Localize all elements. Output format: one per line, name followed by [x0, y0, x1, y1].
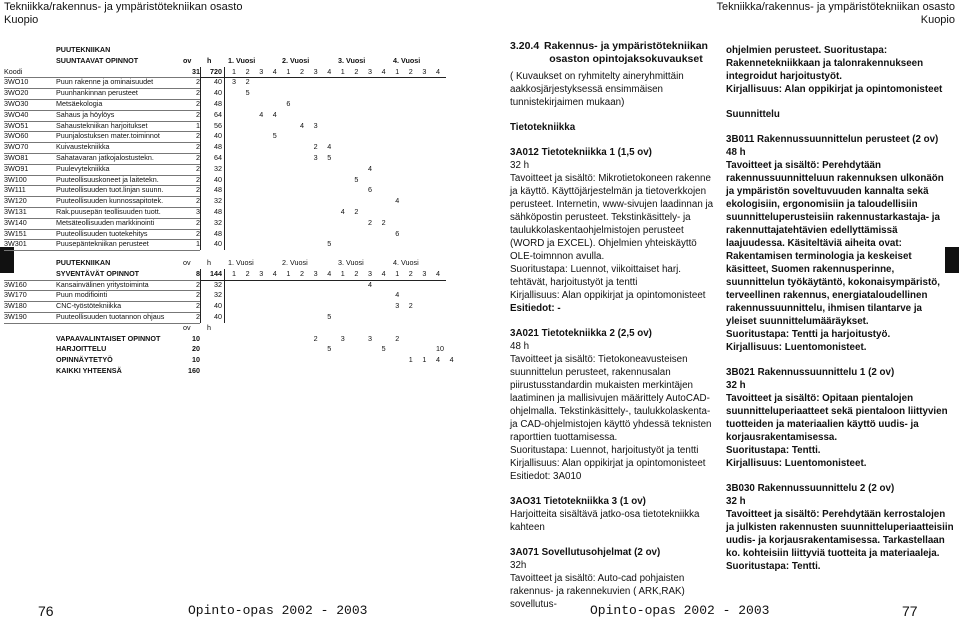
course-name: Puuteollisuuden tuotannon ohjaus [56, 311, 165, 321]
description-paragraph: 48 h [510, 341, 530, 352]
period-header-15: 3 [422, 66, 427, 76]
course-code: 3W131 [4, 206, 27, 216]
period-hours: 2 [408, 301, 413, 311]
description-paragraph: Kirjallisuus: Luentomonisteet. [726, 458, 867, 469]
description-paragraph: 3B011 Rakennussuunnittelun perusteet (2 ov) [726, 134, 939, 145]
course-hours: 40 [214, 301, 222, 311]
right-page-number: 77 [902, 603, 918, 619]
period-header-14: 2 [408, 66, 413, 76]
row-rule [4, 164, 200, 165]
description-paragraph: 3A021 Tietotekniikka 2 (2,5 ov) [510, 328, 652, 339]
course-ov: 2 [196, 131, 200, 141]
right-header-line1: Tekniikka/rakennus- ja ympäristötekniikan osasto [716, 1, 955, 13]
row-rule [4, 323, 200, 324]
row-rule [4, 229, 200, 230]
table2-year1: 1. Vuosi [228, 258, 254, 267]
table2-title2: SYVENTÄVÄT OPINNOT [56, 268, 140, 278]
period-header-3: 3 [259, 268, 264, 278]
period-header-13: 1 [395, 66, 400, 76]
period-hours: 2 [313, 142, 318, 152]
period-header-5: 1 [286, 268, 291, 278]
description-column-left [510, 70, 715, 611]
period-hours: 3 [313, 152, 318, 162]
section-title: Rakennus- ja ympäristötekniikan osaston opintojaksokuvaukset [544, 40, 708, 65]
period-hours: 4 [259, 109, 264, 119]
period-header-6: 2 [300, 66, 304, 76]
description-paragraph: Suoritustapa: Luennot, harjoitustyöt ja tentti [510, 445, 699, 456]
course-name: Puuteollisuuden tuot.linjan suunn. [56, 185, 164, 195]
summary-name: KAIKKI YHTEENSÄ [56, 365, 122, 375]
description-paragraph: ( Kuvaukset on ryhmitelty aineryhmittäin aakkosjärjestyksessä ensimmäisen tunnistekirjaimen mukaan) [510, 71, 684, 108]
course-name: CNC-työstötekniikka [56, 301, 122, 311]
period-hours: 2 [313, 333, 318, 343]
table1-koodi-label: Koodi [4, 66, 23, 76]
course-name: Puunjalostuksen mater.toiminnot [56, 131, 160, 141]
period-header-12: 4 [381, 268, 386, 278]
period-header-7: 3 [313, 66, 318, 76]
table2-year4: 4. Vuosi [393, 258, 419, 267]
course-hours: 40 [214, 311, 222, 321]
section-number: 3.20.4 [510, 40, 540, 52]
course-hours: 40 [214, 174, 222, 184]
period-hours: 5 [327, 344, 332, 354]
course-hours: 32 [214, 196, 222, 206]
period-hours: 5 [381, 344, 386, 354]
period-header-13: 1 [395, 268, 400, 278]
course-name: Sahatavaran jatkojalostustekn. [56, 152, 154, 162]
course-code: 3WO70 [4, 142, 29, 152]
description-paragraph: Suoritustapa: Luennot, viikoittaiset harj. tehtävät, harjoitustyöt ja tentti [510, 264, 682, 288]
description-paragraph: Kirjallisuus: Alan oppikirjat ja opintomonisteet [726, 84, 943, 95]
summary-ov: 10 [192, 333, 200, 343]
period-header-2: 2 [245, 66, 250, 76]
course-ov: 2 [196, 142, 200, 152]
period-header-1: 1 [232, 268, 236, 278]
description-paragraph: Suoritustapa: Tentti ja harjoitustyö. [726, 329, 891, 340]
description-paragraph: Suunnittelu [726, 109, 780, 120]
right-header-line2: Kuopio [920, 13, 955, 26]
table1-year4: 4. Vuosi [393, 55, 421, 65]
table1-title2: SUUNTAAVAT OPINNOT [56, 55, 139, 65]
description-paragraph: 3A012 Tietotekniikka 1 (1,5 ov) [510, 147, 652, 158]
course-code: 3W170 [4, 290, 27, 300]
period-hours: 4 [436, 355, 440, 365]
course-name: Puun modifiointi [56, 290, 108, 300]
course-hours: 64 [214, 109, 222, 119]
period-header-12: 4 [381, 66, 386, 76]
row-rule [4, 218, 200, 219]
table2-year3: 3. Vuosi [338, 258, 364, 267]
summary-ov: 20 [192, 344, 200, 354]
course-ov: 3 [196, 206, 200, 216]
table1-col-h: h [207, 55, 212, 65]
description-paragraph: ohjelmien perusteet. Suoritustapa: Rakennetekniikkaan ja talonrakennukseen integroidut harjoitustyöt. [726, 45, 924, 82]
row-rule [4, 280, 200, 281]
description-paragraph: 3A071 Sovellutusohjelmat (2 ov) [510, 547, 661, 558]
description-paragraph: 32 h [510, 160, 530, 171]
period-header-9: 1 [340, 268, 345, 278]
course-hours: 48 [214, 142, 222, 152]
period-hours: 4 [368, 163, 372, 173]
description-paragraph: 48 h [726, 147, 746, 158]
course-hours: 40 [214, 131, 222, 141]
table2-col-ov: ov [183, 258, 191, 267]
period-hours: 5 [327, 239, 332, 249]
description-paragraph: Kirjallisuus: Alan oppikirjat ja opintomonisteet [510, 290, 706, 301]
period-hours: 3 [232, 77, 236, 87]
row-rule [4, 175, 200, 176]
column-rule [200, 67, 201, 251]
course-name: Rak.puusepän teollisuuden tuott. [56, 206, 161, 216]
table1-total-h: 720 [210, 66, 222, 76]
course-code: 3W190 [4, 311, 27, 321]
description-paragraph: Tavoitteet ja sisältö: Perehdytään kerrostalojen ja julkisten rakennusten suunnitteluperiaatteisiin uudis- ja korjausrakentamisessa. Tarkastellaan ko. kohteisiin liittyviä tuotteita ja materiaaleja. [726, 509, 954, 559]
course-code: 3W140 [4, 217, 27, 227]
table2-total-ov: 8 [196, 268, 200, 278]
period-header-16: 4 [436, 268, 440, 278]
right-footer-text: Opinto-opas 2002 - 2003 [590, 603, 770, 618]
description-paragraph: 32h [510, 560, 527, 571]
period-hours: 2 [245, 77, 250, 87]
column-rule [224, 67, 225, 251]
course-code: 3WO81 [4, 152, 29, 162]
course-hours: 48 [214, 206, 222, 216]
summary-name: VAPAAVALINTAISET OPINNOT [56, 333, 161, 343]
period-hours: 3 [313, 120, 318, 130]
description-paragraph: 32 h [726, 496, 746, 507]
period-hours: 5 [327, 152, 332, 162]
period-hours: 4 [300, 120, 304, 130]
period-header-1: 1 [232, 66, 236, 76]
course-name: Sahaustekniikan harjoitukset [56, 120, 148, 130]
course-hours: 32 [214, 279, 222, 289]
summary-col-ov: ov [183, 322, 191, 332]
table1-year3: 3. Vuosi [338, 55, 366, 65]
description-paragraph: 3B021 Rakennussuunnittelu 1 (2 ov) [726, 367, 895, 378]
course-code: 3WO60 [4, 131, 29, 141]
course-ov: 2 [196, 174, 200, 184]
row-rule [4, 196, 200, 197]
period-header-4: 4 [272, 66, 277, 76]
table1-title1: PUUTEKNIIKAN [56, 45, 111, 54]
period-hours: 4 [395, 196, 400, 206]
course-name: Sahaus ja höylöys [56, 109, 115, 119]
description-paragraph: Esitiedot: - [510, 303, 561, 314]
course-ov: 2 [196, 163, 200, 173]
row-rule [4, 77, 200, 78]
course-ov: 2 [196, 109, 200, 119]
row-rule [4, 207, 200, 208]
description-paragraph: Esitiedot: 3A010 [510, 471, 582, 482]
period-header-16: 4 [436, 66, 440, 76]
row-rule [4, 142, 200, 143]
course-ov: 2 [196, 77, 200, 87]
left-header-line1: Tekniikka/rakennus- ja ympäristötekniikan osasto [4, 1, 243, 13]
course-name: Puusepäntekniikan perusteet [56, 239, 149, 249]
period-hours: 10 [436, 344, 444, 354]
period-header-11: 3 [368, 268, 372, 278]
left-page-number: 76 [38, 603, 54, 619]
course-code: 3WO40 [4, 109, 29, 119]
course-ov: 1 [196, 120, 200, 130]
row-rule [4, 153, 200, 154]
course-ov: 2 [196, 301, 200, 311]
course-ov: 2 [196, 290, 200, 300]
period-header-5: 1 [286, 66, 291, 76]
table2-year2: 2. Vuosi [282, 258, 308, 267]
course-hours: 48 [214, 228, 222, 238]
course-hours: 40 [214, 77, 222, 87]
left-page-header [4, 1, 242, 26]
right-page-header [717, 1, 955, 26]
course-code: 3W151 [4, 228, 27, 238]
course-code: 3WO51 [4, 120, 29, 130]
period-header-6: 2 [300, 268, 304, 278]
column-rule [200, 269, 201, 323]
row-rule [4, 290, 200, 291]
period-header-4: 4 [272, 268, 277, 278]
course-ov: 2 [196, 185, 200, 195]
course-ov: 1 [196, 239, 200, 249]
course-ov: 2 [196, 88, 200, 98]
period-header-9: 1 [340, 66, 345, 76]
period-header-10: 2 [354, 268, 359, 278]
period-header-7: 3 [313, 268, 318, 278]
period-header-2: 2 [245, 268, 250, 278]
table2-title1: PUUTEKNIIKAN [56, 258, 111, 267]
period-hours: 4 [327, 142, 332, 152]
course-hours: 56 [214, 120, 222, 130]
summary-ov: 10 [192, 355, 200, 365]
table2-total-h: 144 [210, 268, 222, 278]
period-header-14: 2 [408, 268, 413, 278]
period-header-11: 3 [368, 66, 372, 76]
period-hours: 6 [286, 98, 291, 108]
table1-year2: 2. Vuosi [282, 55, 310, 65]
period-hours: 2 [354, 206, 359, 216]
table1-total-ov: 31 [192, 66, 200, 76]
period-hours: 2 [381, 217, 386, 227]
period-hours: 4 [395, 290, 400, 300]
summary-name: OPINNÄYTETYÖ [56, 355, 113, 365]
course-code: 3WO30 [4, 98, 29, 108]
description-paragraph: 3B030 Rakennussuunnittelu 2 (2 ov) [726, 483, 895, 494]
description-paragraph: Suoritustapa: Tentti. [726, 445, 821, 456]
summary-name: HARJOITTELU [56, 344, 107, 354]
description-paragraph: Kirjallisuus: Luentomonisteet. [726, 342, 867, 353]
period-header-10: 2 [354, 66, 359, 76]
period-hours: 5 [245, 88, 250, 98]
course-code: 3W301 [4, 239, 27, 249]
left-header-line2: Kuopio [4, 13, 39, 26]
course-code: 3W100 [4, 174, 27, 184]
course-ov: 2 [196, 196, 200, 206]
row-rule [4, 110, 200, 111]
row-rule [4, 301, 200, 302]
period-hours: 1 [408, 355, 413, 365]
course-hours: 32 [214, 217, 222, 227]
summary-col-h: h [207, 322, 211, 332]
row-rule [4, 88, 200, 89]
course-ov: 2 [196, 98, 200, 108]
table2-col-h: h [207, 258, 211, 267]
course-code: 3WO91 [4, 163, 29, 173]
course-hours: 40 [214, 88, 222, 98]
description-paragraph: Tietotekniikka [510, 122, 576, 133]
course-name: Puuteollisuuden tuotekehitys [56, 228, 148, 238]
course-hours: 32 [214, 163, 222, 173]
period-hours: 6 [368, 185, 372, 195]
description-paragraph: Tavoitteet ja sisältö: Opitaan pientalojen suunnitteluperiaatteet sekä pientaloon liittyvien tuotteiden ja materiaalien käyttö uudis- ja korjausrakentamisessa. [726, 393, 948, 443]
period-hours: 4 [340, 206, 345, 216]
period-hours: 4 [272, 109, 277, 119]
period-hours: 5 [354, 174, 359, 184]
course-hours: 48 [214, 98, 222, 108]
period-hours: 3 [368, 333, 372, 343]
description-paragraph: Tavoitteet ja sisältö: Tietokoneavusteisen suunnittelun perusteet, rakennusalan piirustusstandardin mukaisten merkintäjen laatiminen ja mallisivujen määrittely AutoCAD-ohjelmalla. Tekstinkäsittely-, taulukkolaskenta- ja CAD-ohjelmistojen käyttö yhdessä teknisten raporttien tuottamisessa. [510, 354, 712, 443]
course-name: Metsäekologia [56, 98, 103, 108]
period-header-8: 4 [327, 268, 332, 278]
period-hours: 2 [368, 217, 372, 227]
course-ov: 2 [196, 228, 200, 238]
table1-col-ov: ov [183, 55, 192, 65]
course-ov: 2 [196, 217, 200, 227]
row-rule [4, 131, 200, 132]
course-name: Puun rakenne ja ominaisuudet [56, 77, 154, 87]
description-column-right [726, 44, 954, 573]
row-rule [4, 99, 200, 100]
course-name: Puuteollisuuskoneet ja laitetekn. [56, 174, 159, 184]
course-code: 3W180 [4, 301, 27, 311]
course-code: 3W111 [4, 185, 26, 195]
period-header-8: 4 [327, 66, 332, 76]
course-hours: 40 [214, 239, 222, 249]
row-rule [4, 239, 200, 240]
period-header-3: 3 [259, 66, 264, 76]
period-hours: 5 [327, 311, 332, 321]
period-hours: 2 [395, 333, 400, 343]
row-rule [4, 312, 200, 313]
course-name: Kansainvälinen yritystoiminta [56, 279, 149, 289]
row-rule [4, 185, 200, 186]
course-hours: 48 [214, 185, 222, 195]
period-hours: 4 [368, 279, 372, 289]
course-name: Puulevytekniikka [56, 163, 110, 173]
course-hours: 64 [214, 152, 222, 162]
period-hours: 3 [340, 333, 345, 343]
course-code: 3W120 [4, 196, 27, 206]
row-rule [4, 250, 200, 251]
description-paragraph: 32 h [726, 380, 746, 391]
course-code: 3WO10 [4, 77, 29, 87]
period-hours: 5 [272, 131, 277, 141]
column-rule [224, 269, 225, 323]
course-name: Puuteollisuuden kunnossapitotek. [56, 196, 164, 206]
course-hours: 32 [214, 290, 222, 300]
course-code: 3W160 [4, 279, 27, 289]
period-hours: 4 [449, 355, 454, 365]
course-name: Kuivaustekniikka [56, 142, 110, 152]
course-ov: 2 [196, 152, 200, 162]
left-footer-text: Opinto-opas 2002 - 2003 [188, 603, 368, 618]
description-paragraph: Tavoitteet ja sisältö: Auto-cad pohjaisten rakennus- ja rakennekuvien ( ARK,RAK) sovellutus- [510, 573, 685, 610]
course-name: Puunhankinnan perusteet [56, 88, 138, 98]
period-hours: 3 [395, 301, 400, 311]
table1-year1: 1. Vuosi [228, 55, 256, 65]
period-header-15: 3 [422, 268, 427, 278]
course-code: 3WO20 [4, 88, 29, 98]
period-hours: 1 [422, 355, 427, 365]
description-paragraph: Tavoitteet ja sisältö: Perehdytään rakennussuunnitteluun rakennuksen ulkonäön ja ympäristön soveltuvuuden kannalta sekä ekologisiin, ergonomisiin ja taloudellisiin suunnitteluperusteisiin rakennustarkastaja- ja rakennuttajatehtävien edellyttämissä laajuudessa. Käsiteltäviä aiheita ovat: Rakentamisen terminologia ja keskeiset käsitteet, Suomen rakennusperinne, suunnittelun työkäytäntö, kokonaisympäristö, terveellinen rakennus, energiataloudellinen rakennussuunnittelu, ihmisen tilantarve ja yleiset suunnittelumääräykset. [726, 160, 944, 327]
description-paragraph: Tavoitteet ja sisältö: Mikrotietokoneen rakenne ja käyttö. Käyttöjärjestelmän ja tietoverkkojen perusteet. Internetin, www-sivujen laadinnan ja sähköpostin perusteet. Tekstinkäsittely- ja taulukkolaskentaohjelmistojen perusteet (WORD ja EXCEL). Ohjelmien yhteiskäyttö OLE-toimnnon avulla. [510, 173, 714, 262]
description-paragraph: Kirjallisuus: Alan oppikirjat ja opintomonisteet [510, 458, 706, 469]
period-hours: 6 [395, 228, 400, 238]
course-name: Metsäteollisuuden markkinointi [56, 217, 155, 227]
description-paragraph: Suoritustapa: Tentti. [726, 561, 821, 572]
summary-ov: 160 [188, 365, 200, 375]
course-ov: 2 [196, 311, 200, 321]
description-paragraph: 3AO31 Tietotekniikka 3 (1 ov) [510, 496, 646, 507]
description-paragraph: Harjoitteita sisältävä jatko-osa tietotekniikka kahteen [510, 509, 700, 533]
row-rule [4, 121, 200, 122]
course-ov: 2 [196, 279, 200, 289]
